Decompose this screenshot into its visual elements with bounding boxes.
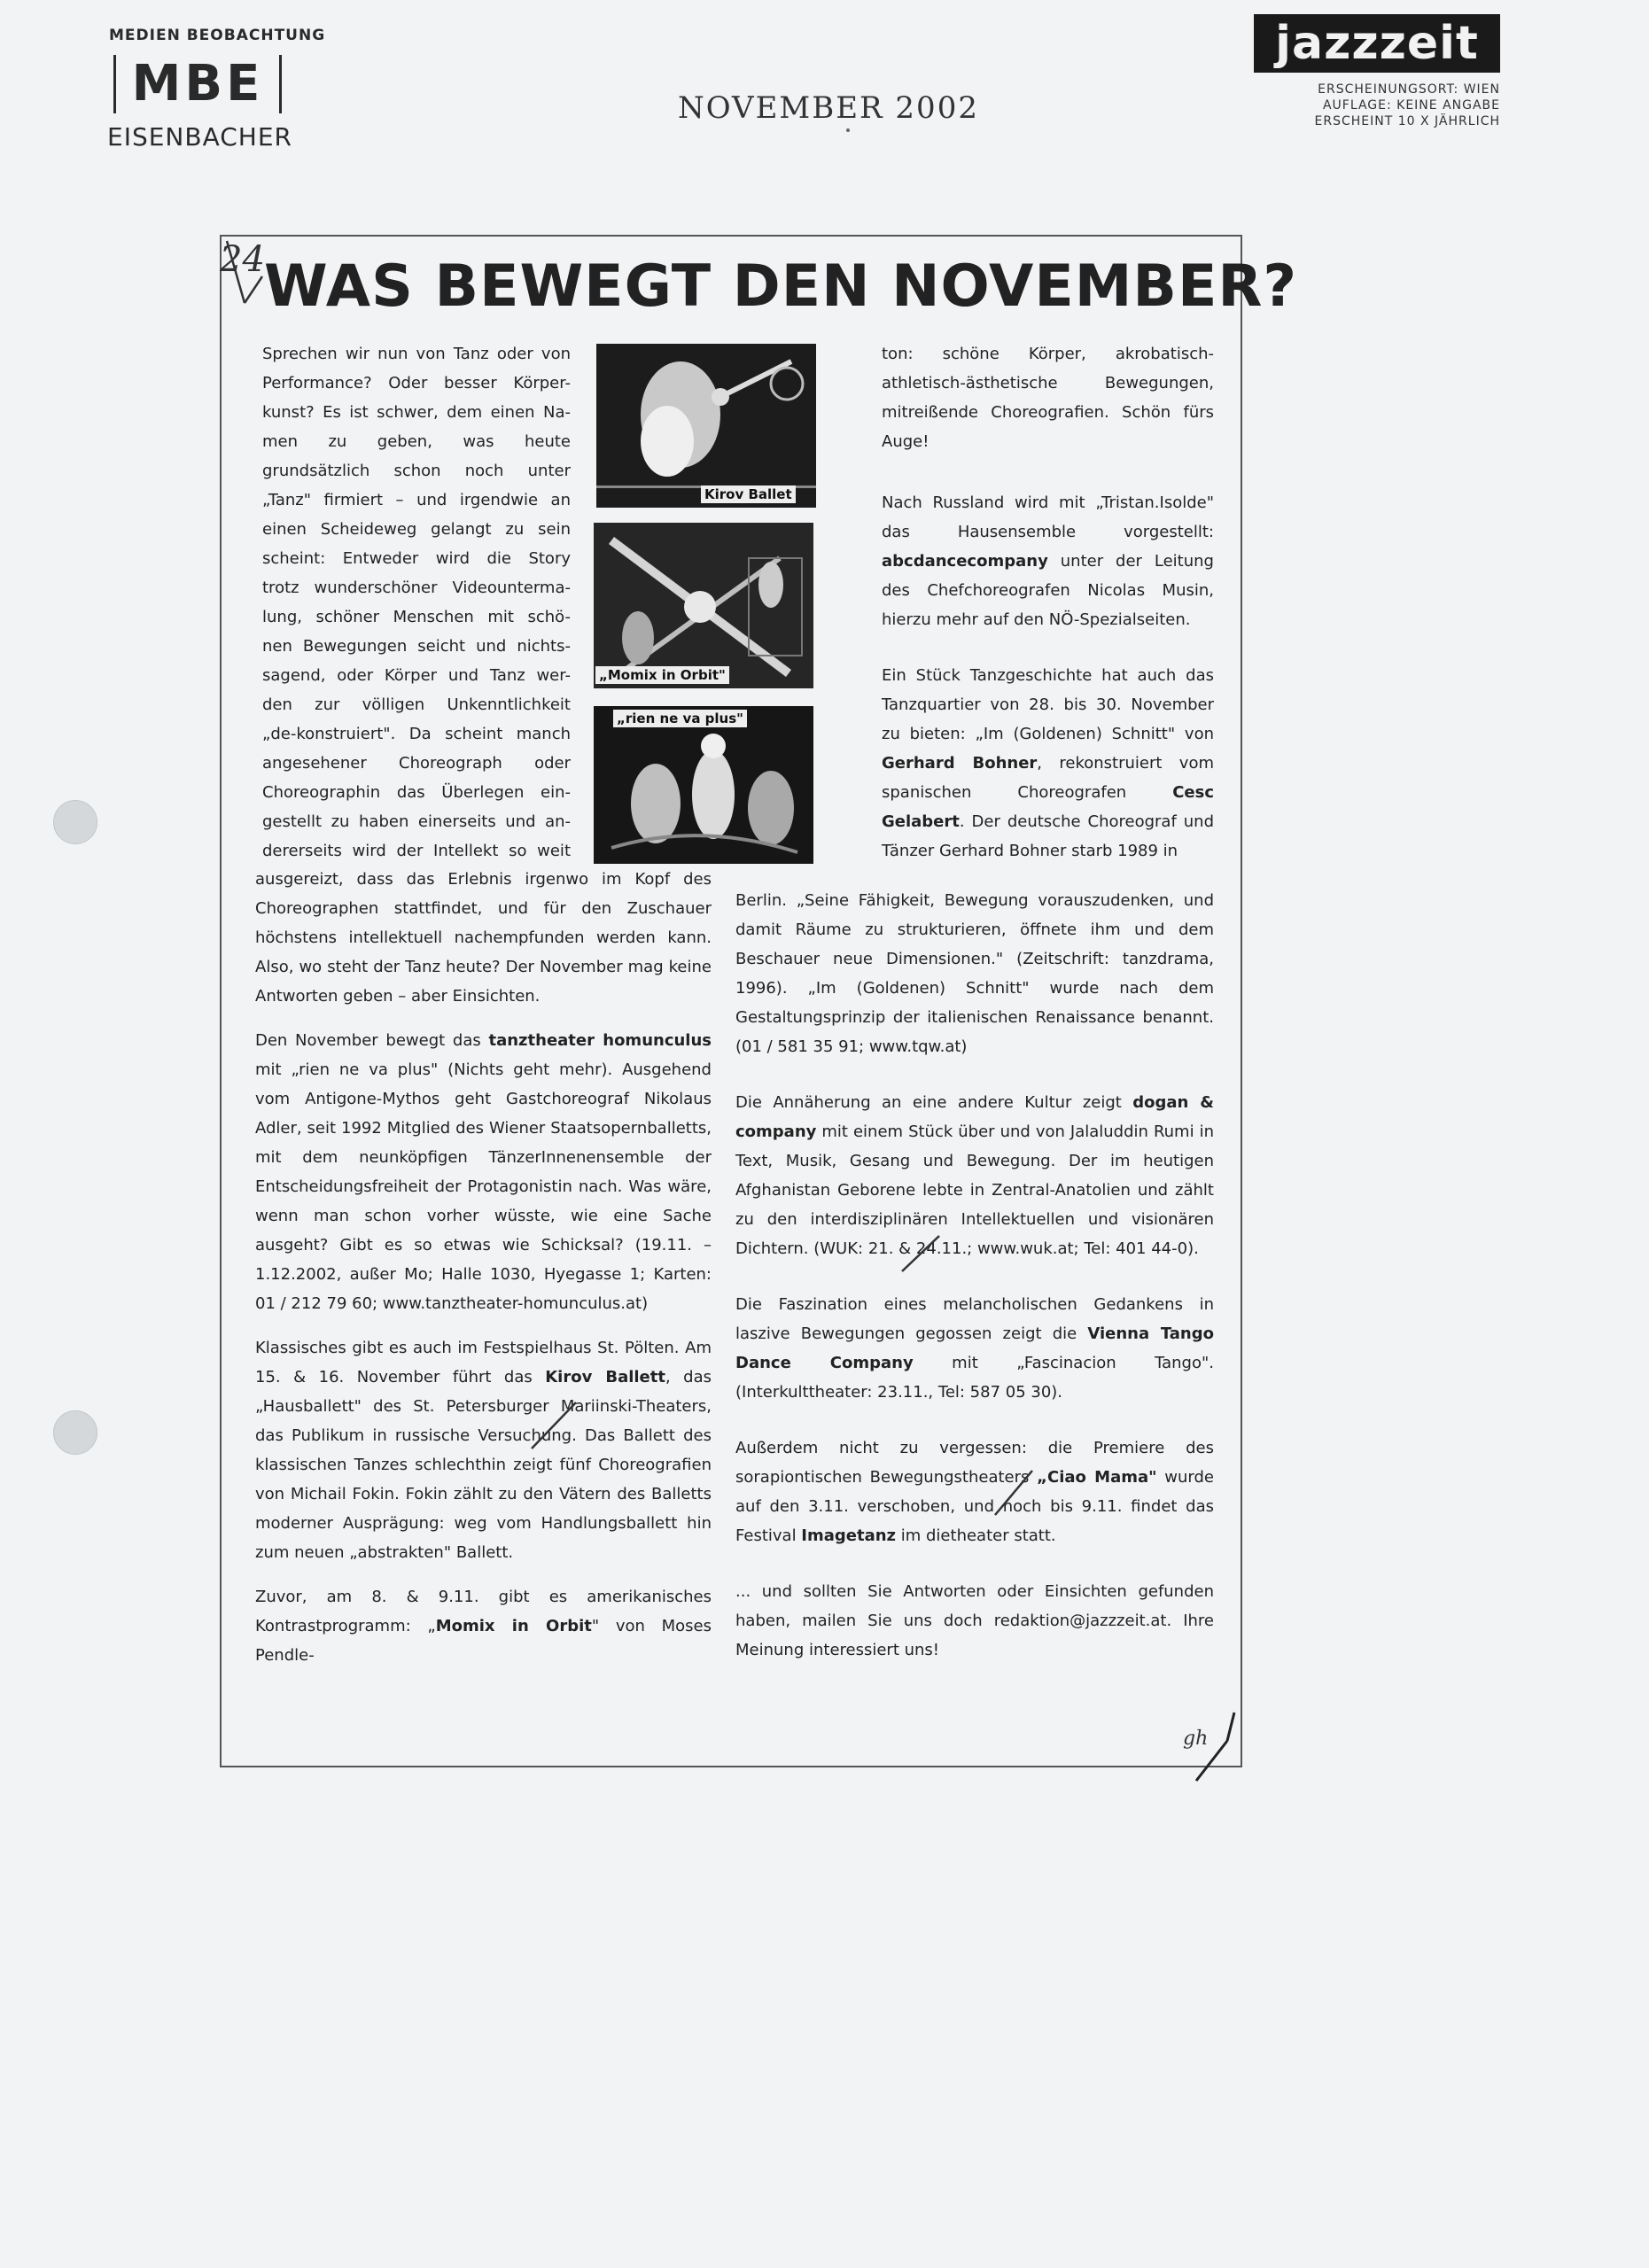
paragraph-momix — [255, 1582, 712, 1670]
column-2-body — [735, 886, 1214, 1665]
text-run: Ein Stück Tanzgeschichte hat auch das Tanzquartier von 28. bis 30. November zu bieten: „Im (Goldenen) Schnitt" von — [882, 666, 1214, 743]
paragraph-ciao-mama — [735, 1433, 1214, 1550]
intro-line: kunst? Es ist schwer, dem einen Na- — [262, 403, 571, 422]
text-run: Außerdem nicht zu vergessen: die Premiere des sorapiontischen Bewegungstheaters — [735, 1439, 1214, 1487]
pub-info-line: ERSCHEINT 10 X JÄHRLICH — [1314, 114, 1500, 128]
photo-caption: Kirov Ballet — [701, 485, 796, 503]
paragraph: ausgereizt, dass das Erlebnis irgenwo im Kopf des Choreographen stattfindet, und für den Zuschauer höchstens intellektuell nachempfunden werden kann. Also, wo steht der Tanz heute? Der November mag keine Antworten geben – aber Einsichten. — [255, 870, 712, 1006]
issue-date: NOVEMBER 2002 — [678, 90, 979, 126]
handwritten-stroke-icon — [209, 232, 271, 312]
publication-info — [1280, 82, 1500, 129]
text-run: unter der Leitung des Chefchoreografen Nicolas Musin, hierzu mehr auf den NÖ-Spezialseiten. — [882, 552, 1214, 629]
monitoring-agency-name: EISENBACHER — [107, 122, 292, 151]
hole-punch — [53, 1410, 97, 1455]
text-run: Die Annäherung an eine andere Kultur zeigt — [735, 1093, 1133, 1112]
photo-kirov-ballet — [596, 344, 816, 508]
intro-line: grundsätzlich schon noch unter — [262, 462, 571, 480]
intro-line: lung, schöner Menschen mit schö- — [262, 608, 571, 626]
mbe-logo — [113, 55, 282, 113]
pub-info-line: ERSCHEINUNGSORT: WIEN — [1318, 82, 1500, 97]
pencil-tick-icon — [895, 1231, 948, 1276]
paragraph-closing: ... und sollten Sie Antworten oder Einsichten gefunden haben, mailen Sie uns doch redaktion@jazzzeit.at. Ihre Meinung interessiert uns! — [735, 1582, 1214, 1659]
paragraph-kirov — [255, 1333, 712, 1567]
text-run: Zuvor, am 8. & 9.11. gibt es amerikanisches Kontrastprogramm: „ — [255, 1588, 712, 1635]
column-1-intro — [262, 339, 571, 866]
article-title: WAS BEWEGT DEN NOVEMBER? — [264, 253, 1298, 320]
bold-run: dogan & company — [735, 1093, 1214, 1141]
paragraph: Berlin. „Seine Fähigkeit, Bewegung vorauszudenken, und damit Räume zu strukturieren, öffnete ihm und dem Beschauer neue Dimensionen." (Zeitschrift: tanzdrama, 1996). „Im (Goldenen) Schnitt" wurde nach dem Gestaltungsprinzip der italienischen Renaissance benannt. (01 / 581 35 91; www.tqw.at) — [735, 891, 1214, 1056]
monitoring-agency-tagline: MEDIEN BEOBACHTUNG — [109, 27, 326, 44]
text-run: " von Moses Pendle- — [255, 1617, 712, 1665]
publication-logo: jazzzeit — [1254, 14, 1500, 73]
intro-line: „de-konstruiert". Da scheint manch — [262, 725, 571, 743]
author-initials: gh — [1183, 1728, 1209, 1750]
paragraph: ton: schöne Körper, akrobatisch-athletisch-ästhetische Bewegungen, mitreißende Choreografien. Schön fürs Auge! — [882, 345, 1214, 451]
pencil-tick-icon — [523, 1395, 585, 1457]
bold-run: Gerhard Bohner — [882, 754, 1038, 773]
hole-punch — [53, 800, 97, 844]
intro-line: angesehener Choreograph oder — [262, 754, 571, 773]
bold-run: Cesc Gelabert — [882, 783, 1214, 831]
intro-line: den zur völligen Unkenntlichkeit — [262, 695, 571, 714]
intro-line: einen Scheideweg gelangt zu sein — [262, 520, 571, 539]
paragraph-bohner — [882, 661, 1214, 866]
intro-line: Performance? Oder besser Körper- — [262, 374, 571, 392]
paragraph-abcdancecompany — [882, 488, 1214, 634]
paragraph-dogan — [735, 1088, 1214, 1263]
intro-line: men zu geben, was heute — [262, 432, 571, 451]
text-run: . Der deutsche Choreograf und Tänzer Gerhard Bohner starb 1989 in — [882, 812, 1214, 860]
bold-run: tanztheater homunculus — [488, 1031, 712, 1050]
intro-line: sagend, oder Körper und Tanz wer- — [262, 666, 571, 685]
text-run: im dietheater statt. — [896, 1526, 1056, 1545]
text-run: Nach Russland wird mit „Tristan.Isolde" das Hausensemble vorgestellt: — [882, 493, 1214, 541]
intro-line: scheint: Entweder wird die Story — [262, 549, 571, 568]
photo-caption: „rien ne va plus" — [613, 710, 747, 727]
paragraph-homunculus — [255, 1026, 712, 1318]
dot-mark — [846, 128, 850, 132]
text-run: Die Faszination eines melancholischen Gedankens in laszive Bewegungen gegossen zeigt die — [735, 1295, 1214, 1343]
text-run: mit „rien ne va plus" (Nichts geht mehr). Ausgehend vom Antigone-Mythos geht Gastchoreograf Nikolaus Adler, seit 1992 Mitglied des Wiener Staatsopernballetts, mit dem neunköpfigen TänzerInnenensemble der Entscheidungsfreiheit der Protagonistin nach. Was wäre, wenn man schon vorher wüsste, wie eine Sache ausgeht? Gibt es so etwas wie Schicksal? (19.11. – 1.12.2002, außer Mo; Halle 1030, Hyegasse 1; Karten: 01 / 212 79 60; www.tanztheater-homunculus.at) — [255, 1060, 712, 1313]
text-run: mit „Fascinacion Tango". (Interkulttheater: 23.11., Tel: 587 05 30). — [735, 1354, 1214, 1402]
photo-momix-in-orbit — [594, 523, 813, 688]
text-run: , rekonstruiert vom spanischen Choreografen — [882, 754, 1214, 802]
bold-run: „Ciao Mama" — [1037, 1468, 1157, 1487]
intro-line: „Tanz" firmiert – und irgendwie an — [262, 491, 571, 509]
column-2-top — [882, 339, 1214, 866]
intro-line: dererseits wird der Intellekt so weit — [262, 842, 571, 860]
pencil-tick-icon — [1192, 1705, 1245, 1785]
bold-run: Vienna Tango Dance Company — [735, 1324, 1214, 1372]
bold-run: Imagetanz — [801, 1526, 897, 1545]
pub-info-line: AUFLAGE: KEINE ANGABE — [1322, 98, 1500, 113]
pencil-tick-icon — [988, 1466, 1041, 1519]
paragraph-tango — [735, 1290, 1214, 1407]
bold-run: abcdancecompany — [882, 552, 1048, 571]
text-run: , das „Hausballett" des St. Petersburger Mariinski-Theaters, das Publikum in russische Versuchung. Das Ballett des klassischen Tanzes schlechthin zeigt fünf Choreografien von Michail Fokin. Fokin zählt zu den Vätern des Balletts moderner Ausprägung: weg vom Handlungsballett hin zum neuen „abstrakten" Ballett. — [255, 1368, 712, 1562]
bold-run: Momix in Orbit — [435, 1617, 592, 1635]
text-run: wurde auf den 3.11. verschoben, und noch bis 9.11. findet das Festival — [735, 1468, 1215, 1545]
photo-caption: „Momix in Orbit" — [595, 666, 729, 684]
intro-line: Choreographin das Überlegen ein- — [262, 783, 571, 802]
handwritten-page-number: 24 — [220, 239, 265, 280]
text-run: Klassisches gibt es auch im Festspielhaus St. Pölten. Am 15. & 16. November führt das — [255, 1339, 712, 1386]
intro-line: Sprechen wir nun von Tanz oder von — [262, 345, 571, 363]
intro-line: gestellt zu haben einerseits und an- — [262, 812, 571, 831]
bold-run: Kirov Ballett — [545, 1368, 665, 1386]
photo-rien-ne-va-plus — [594, 706, 813, 864]
mbe-logo-text: MBE — [131, 55, 264, 113]
text-run: Den November bewegt das — [255, 1031, 489, 1050]
text-run: mit einem Stück über und von Jalaluddin Rumi in Text, Musik, Gesang und Bewegung. Der im heutigen Afghanistan Geborene lebte in Zentral-Anatolien und zählt zu den interdisziplinären Intellektuellen und visionären Dichtern. (WUK: 21. & 24.11.; www.wuk.at; Tel: 401 44-0). — [735, 1122, 1214, 1258]
column-1-body — [255, 865, 712, 1670]
intro-line: nen Bewegungen seicht und nichts- — [262, 637, 571, 656]
intro-line: trotz wunderschöner Videounterma- — [262, 579, 571, 597]
